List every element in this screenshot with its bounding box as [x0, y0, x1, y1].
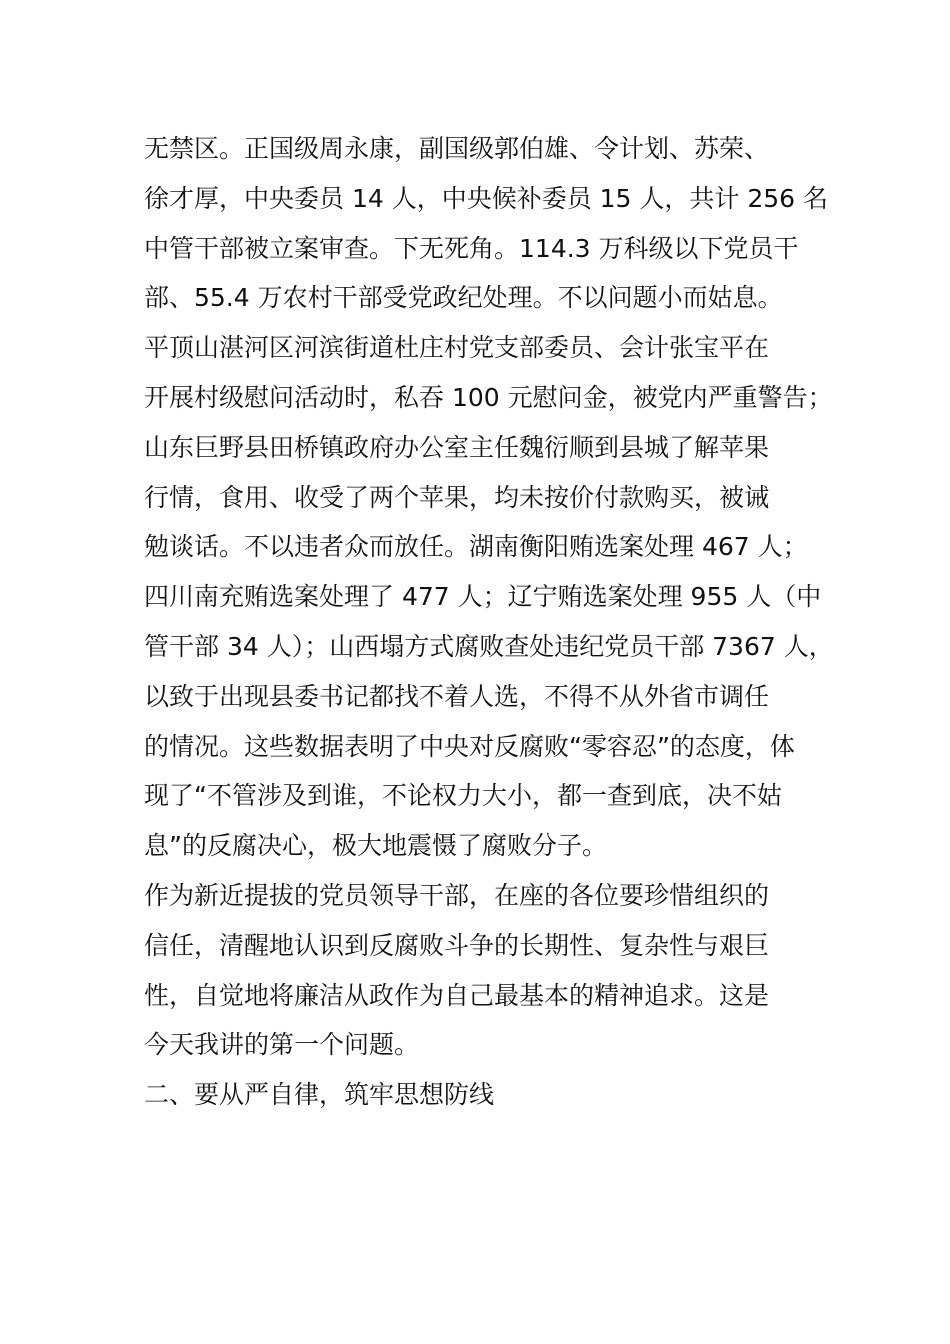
text-line: 以致于出现县委书记都找不着人选，不得不从外省市调任 — [144, 681, 770, 711]
text-line: 现了“不管涉及到谁，不论权力大小，都一查到底，决不姑 — [144, 781, 782, 811]
body-text — [144, 124, 844, 1120]
text-line: 信任，清醒地认识到反腐败斗争的长期性、复杂性与艰巨 — [144, 930, 770, 960]
text-line: 作为新近提拔的党员领导干部，在座的各位要珍惜组织的 — [144, 880, 770, 910]
text-line: 息”的反腐决心，极大地震慑了腐败分子。 — [144, 831, 607, 861]
section-heading: 二、要从严自律，筑牢思想防线 — [144, 1080, 495, 1110]
text-line: 平顶山湛河区河滨街道杜庄村党支部委员、会计张宝平在 — [144, 333, 770, 363]
text-line: 中管干部被立案审查。下无死角。114.3 万科级以下党员干 — [144, 233, 799, 263]
text-line: 勉谈话。不以违者众而放任。湖南衡阳贿选案处理 467 人； — [144, 532, 808, 562]
text-line: 四川南充贿选案处理了 477 人；辽宁贿选案处理 955 人（中 — [144, 582, 822, 612]
text-line: 无禁区。正国级周永康，副国级郭伯雄、令计划、苏荣、 — [144, 134, 770, 163]
text-line: 行情，食用、收受了两个苹果，均未按价付款购买，被诫 — [144, 482, 770, 512]
text-line: 开展村级慰问活动时，私吞 100 元慰问金，被党内严重警告； — [144, 382, 833, 412]
text-line: 山东巨野县田桥镇政府办公室主任魏衍顺到县城了解苹果 — [144, 432, 770, 462]
text-line: 性，自觉地将廉洁从政作为自己最基本的精神追求。这是 — [144, 980, 770, 1010]
text-line: 部、55.4 万农村干部受党政纪处理。不以问题小而姑息。 — [144, 283, 783, 313]
text-line: 徐才厚，中央委员 14 人，中央候补委员 15 人，共计 256 名 — [144, 183, 829, 213]
text-line: 今天我讲的第一个问题。 — [144, 1030, 420, 1060]
text-line: 的情况。这些数据表明了中央对反腐败“零容忍”的态度，体 — [144, 731, 795, 761]
text-line: 管干部 34 人）；山西塌方式腐败查处违纪党员干部 7367 人， — [144, 631, 834, 661]
